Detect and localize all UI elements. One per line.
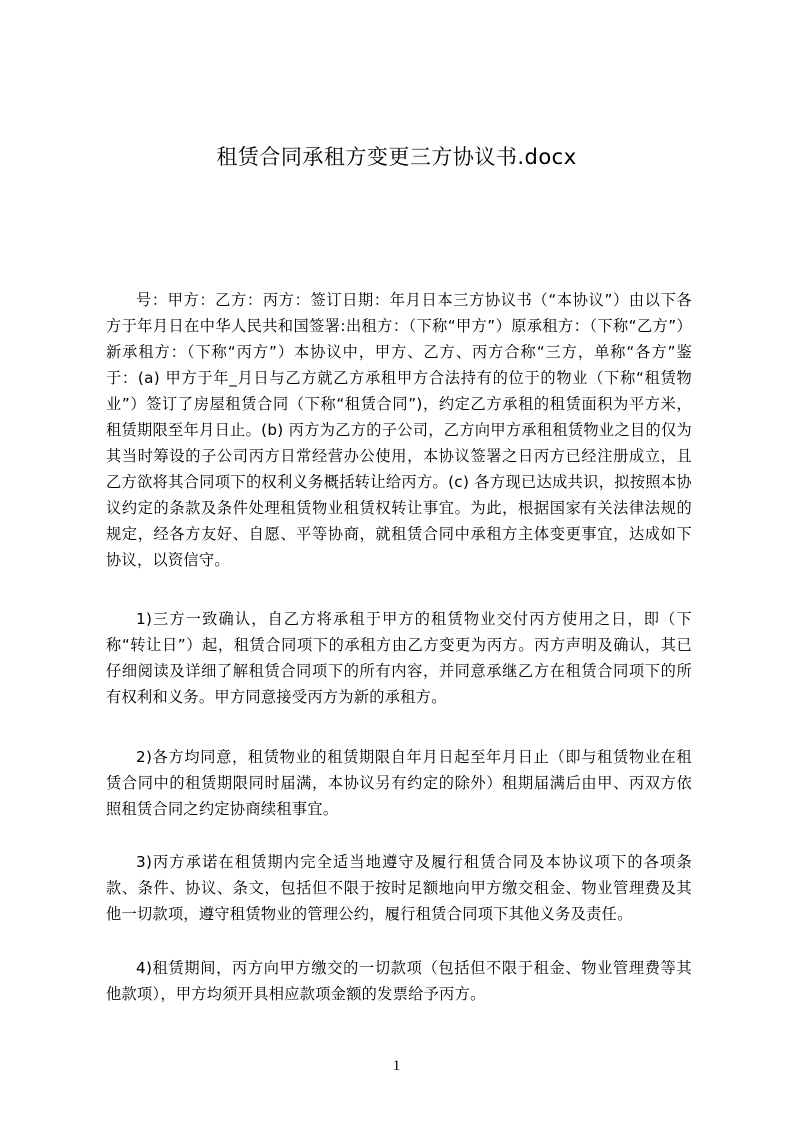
page-number: 1 <box>392 1058 401 1074</box>
document-title: 租赁合同承租方变更三方协议书.docx <box>216 145 577 169</box>
intro-paragraph: 号：甲方：乙方：丙方：签订日期：年月日本三方协议书（“本协议”）由以下各方于年月日在中华人民共和国签署:出租方：（下称“甲方”）原承租方：（下称“乙方”）新承租方：（下称“丙方”）本协议中，甲方、乙方、丙方合称“三方，单称“各方”鉴于：(a) 甲方于年_月日与乙方就乙方承租甲方合法持有的位于的物业（下称“租赁物业”）签订了房屋租赁合同（下称“租赁合同”)，约定乙方承租的租赁面积为平方米，租赁期限至年月日止。(b) 丙方为乙方的子公司，乙方向甲方承租租赁物业之目的仅为其当时筹设的子公司丙方日常经营办公使用，本协议签署之日丙方已经注册成立，且乙方欲将其合同项下的权利义务概括转让给丙方。(c) 各方现已达成共识，拟按照本协议约定的条款及条件处理租赁物业租赁权转让事宜。为此，根据国家有关法律法规的规定，经各方友好、自愿、平等协商，就租赁合同中承租方主体变更事宜，达成如下协议，以资信守。 <box>106 291 692 569</box>
clause-4-paragraph: 4)租赁期间，丙方向甲方缴交的一切款项（包括但不限于租金、物业管理费等其他款项），甲方均须开具相应款项金额的发票给予丙方。 <box>106 959 692 1003</box>
clause-2-paragraph: 2)各方均同意，租赁物业的租赁期限自年月日起至年月日止（即与租赁物业在租赁合同中的租赁期限同时届满，本协议另有约定的除外）租期届满后由甲、丙双方依照租赁合同之约定协商续租事宜。 <box>106 748 692 818</box>
clause-3-paragraph: 3)丙方承诺在租赁期内完全适当地遵守及履行租赁合同及本协议项下的各项条款、条件、协议、条文，包括但不限于按时足额地向甲方缴交租金、物业管理费及其他一切款项，遵守租赁物业的管理公约，履行租赁合同项下其他义务及责任。 <box>106 853 692 923</box>
clause-1-paragraph: 1)三方一致确认，自乙方将承租于甲方的租赁物业交付丙方使用之日，即（下称“转让日”）起，租赁合同项下的承租方由乙方变更为丙方。丙方声明及确认，其已仔细阅读及详细了解租赁合同项下的所有内容，并同意承继乙方在租赁合同项下的所有权利和义务。甲方同意接受丙方为新的承租方。 <box>106 610 692 706</box>
